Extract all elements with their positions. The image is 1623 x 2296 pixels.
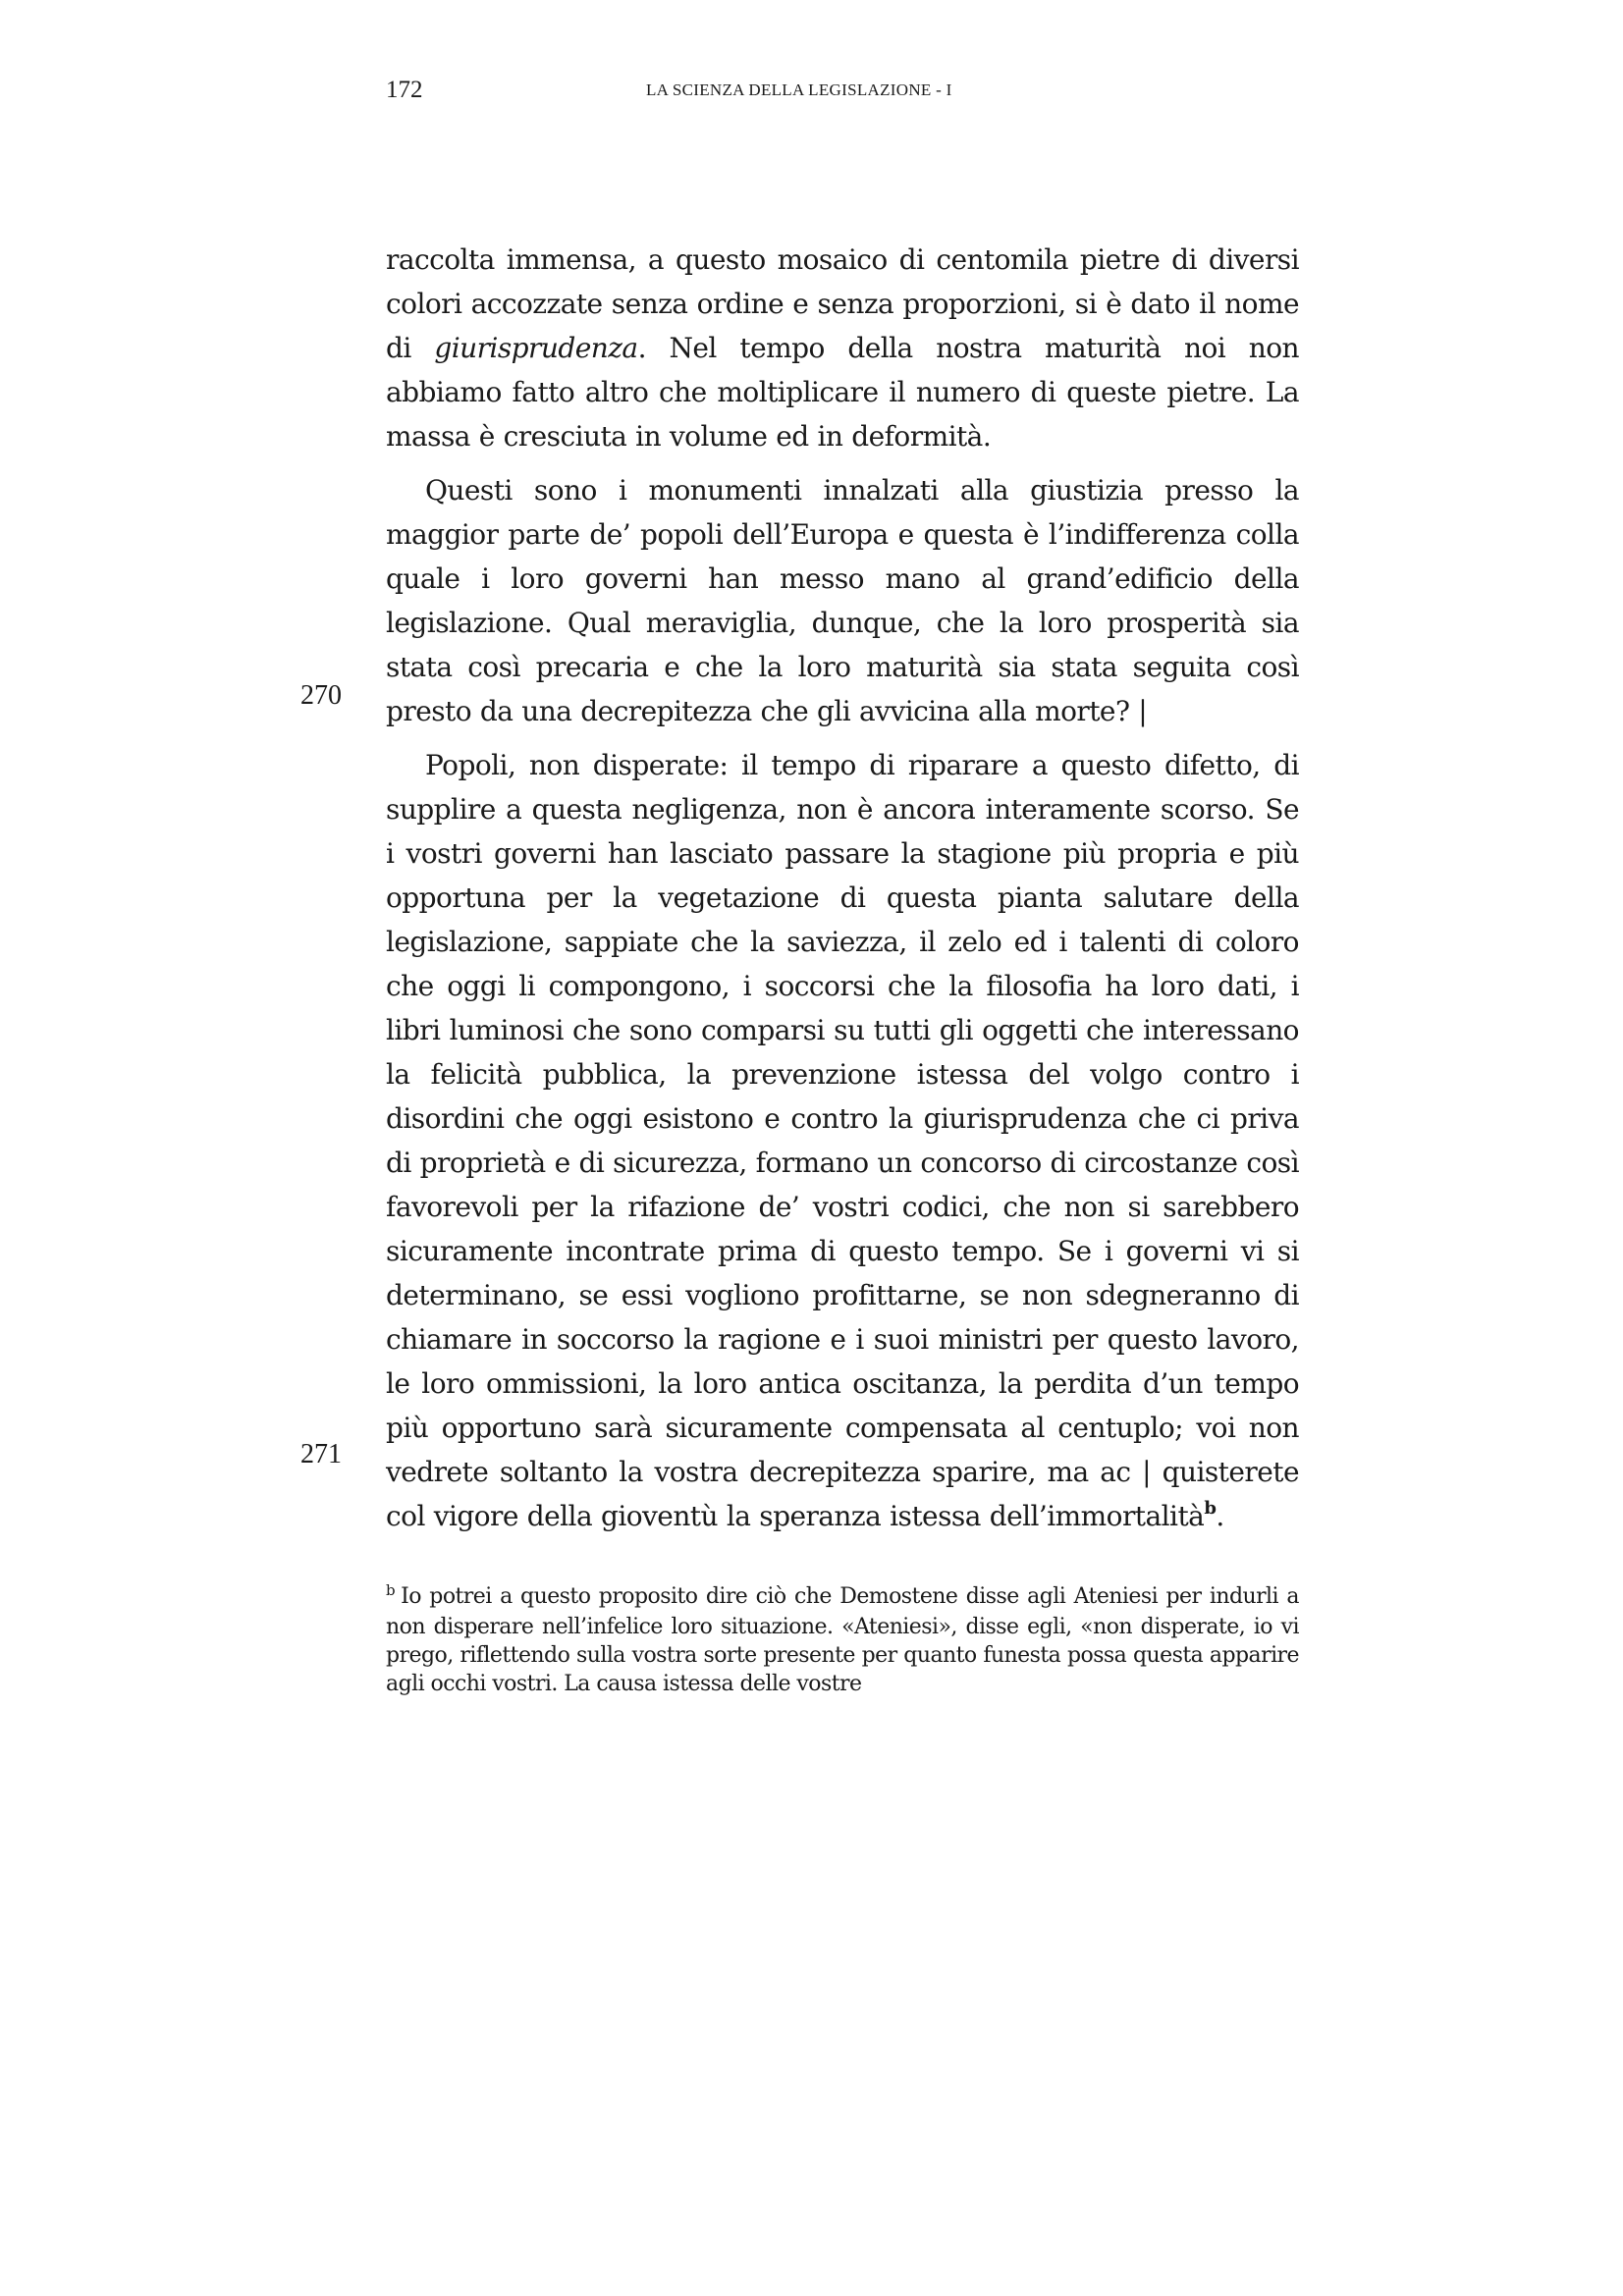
paragraph-3-end: . [1216, 1500, 1224, 1532]
paragraph-1 [386, 238, 1299, 458]
paragraph-3 [386, 743, 1299, 1542]
footnote-reference[interactable]: b [1204, 1498, 1217, 1519]
main-text [386, 238, 1299, 1542]
running-header [386, 77, 1299, 116]
running-title: LA SCIENZA DELLA LEGISLAZIONE - I [646, 80, 952, 99]
italic-term: giurisprudenza [434, 332, 638, 364]
footnote-marker: b [386, 1581, 396, 1599]
paragraph-1-end: . Nel tempo della nostra maturità noi non abbiamo fatto altro che moltiplicare il numero di queste pietre. La massa è cresciuta in volume ed in deformità. [386, 332, 1299, 453]
footnote-paragraph [386, 1582, 1299, 1698]
paragraph-2: Questi sono i monumenti innalzati alla giustizia presso la maggior parte de’ popoli dell’Europa e questa è l’indifferenza colla quale i loro governi han messo mano al grand’edificio della legislazione. Qual meraviglia, dunque, che la loro prosperità sia stata così precaria e che la loro maturità sia stata seguita così presto da una decrepitezza che gli avvicina alla morte? | [386, 474, 1299, 727]
footnote-text: Io potrei a questo proposito dire ciò che Demostene disse agli Ateniesi per indurli a non disperare nell’infelice loro situazione. «Ateniesi», disse egli, «non disperate, io vi prego, riflettendo sulla vostra sorte presente per quanto funesta possa questa apparire agli occhi vostri. La causa istessa delle vostre [386, 1584, 1299, 1696]
footnote [386, 1582, 1299, 1698]
paragraph-3-text: Popoli, non disperate: il tempo di riparare a questo difetto, di supplire a questa negligenza, non è ancora interamente scorso. Se i vostri governi han lasciato passare la stagione più propria e più opportuna per la vegetazione di questa pianta salutare della legislazione, sappiate che la saviezza, il zelo ed i talenti di coloro che oggi li compongono, i soccorsi che la filosofia ha loro dati, i libri luminosi che sono comparsi su tutti gli oggetti che interessano la felicità pubblica, la prevenzione istessa del volgo contro i disordini che oggi esistono e contro la giurisprudenza che ci priva di proprietà e di sicurezza, formano un concorso di circostanze così favorevoli per la rifazione de’ vostri codici, che non si sarebbero sicuramente incontrate prima di questo tempo. Se i governi vi si determinano, se essi vogliono profittarne, se non sdegneranno di chiamare in soccorso la ragione e i suoi ministri per questo lavoro, le loro ommissioni, la loro antica oscitanza, la perdita d’un tempo più opportuno sarà sicuramente compensata al centuplo; voi non vedrete soltanto la vostra decrepitezza sparire, ma ac | quisterete col vigore della gioventù la speranza istessa dell’immortalità [386, 749, 1299, 1532]
paragraph-1-start: raccolta immensa, a questo mosaico di centomila pietre di diversi colori accozzate senza ordine e senza proporzioni, si è dato il nome di [386, 243, 1299, 364]
page-number: 172 [386, 77, 423, 103]
margin-note-271: 271 [300, 1439, 342, 1469]
margin-note-270: 270 [300, 680, 342, 711]
